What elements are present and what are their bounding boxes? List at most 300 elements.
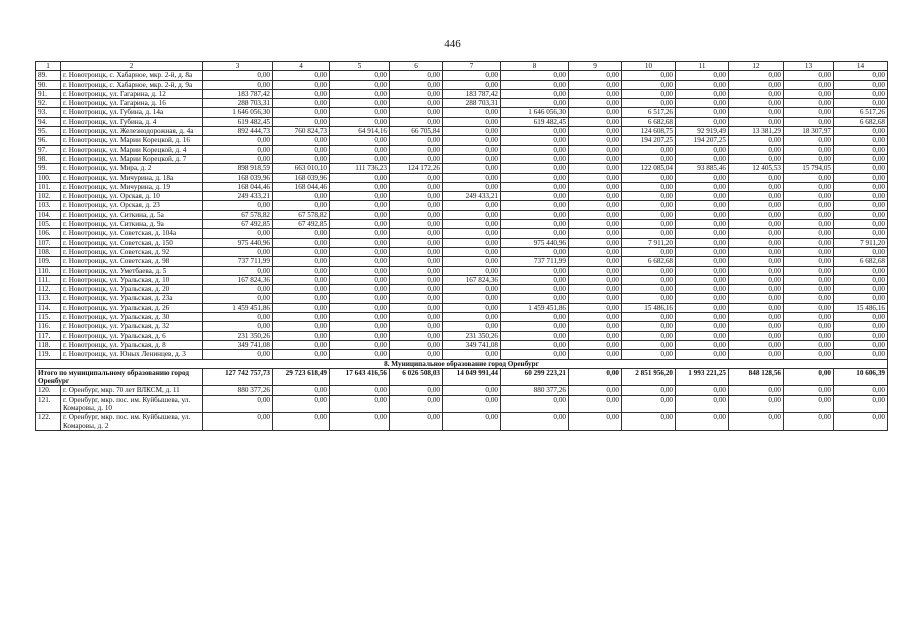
value-cell-col-11: 0,00 xyxy=(676,266,729,275)
table-row xyxy=(36,117,888,126)
value-cell-col-13: 0,00 xyxy=(784,294,834,303)
row-number: 122. xyxy=(36,413,61,431)
value-cell-col-4: 168 039,96 xyxy=(273,173,330,182)
value-cell-col-14: 0,00 xyxy=(834,173,888,182)
value-cell-col-6: 0,00 xyxy=(390,192,443,201)
value-cell-col-7: 0,00 xyxy=(443,154,501,163)
value-cell-col-6: 0,00 xyxy=(390,145,443,154)
value-cell-col-10: 0,00 xyxy=(622,395,676,413)
value-cell-col-5: 0,00 xyxy=(330,201,390,210)
value-cell-col-7: 0,00 xyxy=(443,127,501,136)
value-cell-col-9: 0,00 xyxy=(569,331,622,340)
value-cell-col-10: 0,00 xyxy=(622,192,676,201)
address-cell: г. Оренбург, мкр. пос. им. Куйбышева, ул. Комаровы, д. 2 xyxy=(61,413,203,431)
value-cell-col-8: 0,00 xyxy=(501,210,569,219)
value-cell-col-9: 0,00 xyxy=(569,108,622,117)
value-cell-col-7: 0,00 xyxy=(443,257,501,266)
column-number-4: 4 xyxy=(273,62,330,71)
value-cell-col-6: 0,00 xyxy=(390,350,443,359)
value-cell-col-9: 0,00 xyxy=(569,192,622,201)
value-cell-col-10: 0,00 xyxy=(622,275,676,284)
table-row xyxy=(36,127,888,136)
value-cell-col-5: 64 914,16 xyxy=(330,127,390,136)
value-cell-col-11: 0,00 xyxy=(676,192,729,201)
value-cell-col-9: 0,00 xyxy=(569,145,622,154)
row-number: 98. xyxy=(36,154,61,163)
value-cell-col-5: 0,00 xyxy=(330,71,390,80)
value-cell-col-11: 0,00 xyxy=(676,275,729,284)
value-cell-col-5: 0,00 xyxy=(330,108,390,117)
value-cell-col-14: 0,00 xyxy=(834,340,888,349)
value-cell-col-7: 0,00 xyxy=(443,285,501,294)
address-cell: г. Новотроицк, с. Хабарное, мкр. 2-й, д. 8а xyxy=(61,71,203,80)
value-cell-col-7: 0,00 xyxy=(443,210,501,219)
value-cell-col-14: 0,00 xyxy=(834,322,888,331)
row-number: 106. xyxy=(36,229,61,238)
value-cell-col-10: 0,00 xyxy=(622,313,676,322)
total-value-col-10: 2 851 956,20 xyxy=(622,368,676,386)
value-cell-col-6: 0,00 xyxy=(390,257,443,266)
value-cell-col-14: 0,00 xyxy=(834,210,888,219)
value-cell-col-9: 0,00 xyxy=(569,229,622,238)
value-cell-col-8: 0,00 xyxy=(501,80,569,89)
value-cell-col-5: 0,00 xyxy=(330,89,390,98)
value-cell-col-13: 0,00 xyxy=(784,136,834,145)
total-value-col-5: 17 643 416,56 xyxy=(330,368,390,386)
row-number: 93. xyxy=(36,108,61,117)
value-cell-col-6: 0,00 xyxy=(390,108,443,117)
value-cell-col-14: 0,00 xyxy=(834,413,888,431)
value-cell-col-14: 0,00 xyxy=(834,182,888,191)
value-cell-col-11: 0,00 xyxy=(676,145,729,154)
value-cell-col-8: 0,00 xyxy=(501,266,569,275)
value-cell-col-4: 0,00 xyxy=(273,275,330,284)
value-cell-col-12: 0,00 xyxy=(729,386,784,395)
value-cell-col-7: 0,00 xyxy=(443,201,501,210)
value-cell-col-4: 0,00 xyxy=(273,266,330,275)
value-cell-col-4: 0,00 xyxy=(273,386,330,395)
value-cell-col-6: 0,00 xyxy=(390,71,443,80)
value-cell-col-7: 231 350,26 xyxy=(443,331,501,340)
value-cell-col-9: 0,00 xyxy=(569,285,622,294)
value-cell-col-9: 0,00 xyxy=(569,238,622,247)
value-cell-col-11: 0,00 xyxy=(676,89,729,98)
value-cell-col-6: 0,00 xyxy=(390,154,443,163)
value-cell-col-9: 0,00 xyxy=(569,71,622,80)
value-cell-col-8: 0,00 xyxy=(501,340,569,349)
value-cell-col-8: 0,00 xyxy=(501,136,569,145)
total-value-col-7: 14 049 991,44 xyxy=(443,368,501,386)
value-cell-col-8: 0,00 xyxy=(501,182,569,191)
value-cell-col-3: 892 444,73 xyxy=(203,127,273,136)
value-cell-col-10: 0,00 xyxy=(622,201,676,210)
value-cell-col-4: 0,00 xyxy=(273,145,330,154)
value-cell-col-5: 0,00 xyxy=(330,313,390,322)
address-cell: г. Новотроицк, ул. Орская, д. 10 xyxy=(61,192,203,201)
value-cell-col-12: 0,00 xyxy=(729,108,784,117)
value-cell-col-6: 0,00 xyxy=(390,136,443,145)
value-cell-col-6: 0,00 xyxy=(390,331,443,340)
row-number: 105. xyxy=(36,220,61,229)
value-cell-col-5: 0,00 xyxy=(330,220,390,229)
value-cell-col-8: 0,00 xyxy=(501,71,569,80)
value-cell-col-3: 249 433,21 xyxy=(203,192,273,201)
value-cell-col-12: 0,00 xyxy=(729,238,784,247)
value-cell-col-14: 0,00 xyxy=(834,247,888,256)
address-cell: г. Новотроицк, ул. Орская, д. 23 xyxy=(61,201,203,210)
value-cell-col-12: 13 381,29 xyxy=(729,127,784,136)
value-cell-col-8: 0,00 xyxy=(501,294,569,303)
address-cell: г. Новотроицк, ул. Марии Корецкой, д. 16 xyxy=(61,136,203,145)
value-cell-col-3: 0,00 xyxy=(203,350,273,359)
address-cell: г. Новотроицк, ул. Уральская, д. 26 xyxy=(61,303,203,312)
row-number: 95. xyxy=(36,127,61,136)
value-cell-col-14: 0,00 xyxy=(834,294,888,303)
value-cell-col-8: 0,00 xyxy=(501,331,569,340)
value-cell-col-14: 0,00 xyxy=(834,127,888,136)
value-cell-col-13: 0,00 xyxy=(784,285,834,294)
value-cell-col-12: 0,00 xyxy=(729,331,784,340)
value-cell-col-13: 15 794,05 xyxy=(784,164,834,173)
column-number-7: 7 xyxy=(443,62,501,71)
table-row xyxy=(36,89,888,98)
row-number: 96. xyxy=(36,136,61,145)
row-number: 109. xyxy=(36,257,61,266)
address-cell: г. Новотроицк, ул. Уральская, д. 23а xyxy=(61,294,203,303)
address-cell: г. Новотроицк, ул. Юных Ленинцев, д. 3 xyxy=(61,350,203,359)
value-cell-col-10: 6 517,26 xyxy=(622,108,676,117)
value-cell-col-11: 0,00 xyxy=(676,313,729,322)
value-cell-col-14: 0,00 xyxy=(834,386,888,395)
value-cell-col-13: 0,00 xyxy=(784,275,834,284)
value-cell-col-4: 0,00 xyxy=(273,238,330,247)
table-row xyxy=(36,192,888,201)
value-cell-col-11: 0,00 xyxy=(676,117,729,126)
value-cell-col-13: 0,00 xyxy=(784,350,834,359)
column-number-11: 11 xyxy=(676,62,729,71)
value-cell-col-14: 15 486,16 xyxy=(834,303,888,312)
value-cell-col-7: 0,00 xyxy=(443,313,501,322)
value-cell-col-4: 0,00 xyxy=(273,99,330,108)
value-cell-col-11: 0,00 xyxy=(676,257,729,266)
value-cell-col-7: 0,00 xyxy=(443,80,501,89)
table-row xyxy=(36,313,888,322)
row-number: 91. xyxy=(36,89,61,98)
value-cell-col-6: 0,00 xyxy=(390,386,443,395)
capital-repair-register-table xyxy=(35,61,888,431)
row-number: 94. xyxy=(36,117,61,126)
value-cell-col-10: 0,00 xyxy=(622,210,676,219)
column-number-2: 2 xyxy=(61,62,203,71)
row-number: 99. xyxy=(36,164,61,173)
value-cell-col-8: 880 377,26 xyxy=(501,386,569,395)
table-row xyxy=(36,108,888,117)
value-cell-col-10: 0,00 xyxy=(622,266,676,275)
value-cell-col-11: 194 207,25 xyxy=(676,136,729,145)
table-row xyxy=(36,99,888,108)
value-cell-col-8: 0,00 xyxy=(501,192,569,201)
value-cell-col-5: 0,00 xyxy=(330,322,390,331)
row-number: 115. xyxy=(36,313,61,322)
value-cell-col-4: 0,00 xyxy=(273,136,330,145)
value-cell-col-7: 249 433,21 xyxy=(443,192,501,201)
value-cell-col-7: 0,00 xyxy=(443,164,501,173)
value-cell-col-13: 0,00 xyxy=(784,313,834,322)
value-cell-col-4: 0,00 xyxy=(273,294,330,303)
value-cell-col-3: 0,00 xyxy=(203,136,273,145)
column-number-1: 1 xyxy=(36,62,61,71)
value-cell-col-6: 0,00 xyxy=(390,247,443,256)
value-cell-col-9: 0,00 xyxy=(569,257,622,266)
value-cell-col-13: 0,00 xyxy=(784,266,834,275)
value-cell-col-6: 0,00 xyxy=(390,303,443,312)
value-cell-col-8: 975 440,96 xyxy=(501,238,569,247)
row-number: 121. xyxy=(36,395,61,413)
value-cell-col-10: 0,00 xyxy=(622,182,676,191)
value-cell-col-8: 619 482,45 xyxy=(501,117,569,126)
table-row xyxy=(36,71,888,80)
value-cell-col-6: 0,00 xyxy=(390,182,443,191)
address-cell: г. Новотроицк, ул. Уральская, д. 32 xyxy=(61,322,203,331)
value-cell-col-12: 0,00 xyxy=(729,294,784,303)
value-cell-col-7: 183 787,42 xyxy=(443,89,501,98)
value-cell-col-13: 0,00 xyxy=(784,145,834,154)
value-cell-col-12: 0,00 xyxy=(729,350,784,359)
value-cell-col-6: 0,00 xyxy=(390,340,443,349)
value-cell-col-7: 0,00 xyxy=(443,108,501,117)
address-cell: г. Новотроицк, ул. Уметбаева, д. 5 xyxy=(61,266,203,275)
value-cell-col-8: 0,00 xyxy=(501,285,569,294)
value-cell-col-10: 0,00 xyxy=(622,350,676,359)
value-cell-col-7: 167 824,36 xyxy=(443,275,501,284)
table-body-novotroitsk xyxy=(36,71,888,359)
value-cell-col-13: 0,00 xyxy=(784,413,834,431)
row-number: 116. xyxy=(36,322,61,331)
value-cell-col-3: 898 918,59 xyxy=(203,164,273,173)
table-row xyxy=(36,266,888,275)
value-cell-col-5: 0,00 xyxy=(330,238,390,247)
value-cell-col-13: 0,00 xyxy=(784,395,834,413)
value-cell-col-3: 0,00 xyxy=(203,145,273,154)
value-cell-col-9: 0,00 xyxy=(569,80,622,89)
value-cell-col-11: 0,00 xyxy=(676,340,729,349)
value-cell-col-13: 0,00 xyxy=(784,340,834,349)
value-cell-col-13: 0,00 xyxy=(784,331,834,340)
value-cell-col-10: 0,00 xyxy=(622,386,676,395)
value-cell-col-7: 0,00 xyxy=(443,322,501,331)
value-cell-col-5: 0,00 xyxy=(330,80,390,89)
value-cell-col-9: 0,00 xyxy=(569,340,622,349)
value-cell-col-7: 0,00 xyxy=(443,145,501,154)
value-cell-col-4: 0,00 xyxy=(273,71,330,80)
value-cell-col-6: 0,00 xyxy=(390,117,443,126)
value-cell-col-14: 0,00 xyxy=(834,164,888,173)
value-cell-col-14: 0,00 xyxy=(834,285,888,294)
value-cell-col-11: 0,00 xyxy=(676,350,729,359)
value-cell-col-6: 0,00 xyxy=(390,229,443,238)
value-cell-col-6: 0,00 xyxy=(390,294,443,303)
address-cell: г. Новотроицк, ул. Марии Корецкой, д. 7 xyxy=(61,154,203,163)
address-cell: г. Новотроицк, ул. Советская, д. 92 xyxy=(61,247,203,256)
value-cell-col-7: 0,00 xyxy=(443,173,501,182)
address-cell: г. Новотроицк, ул. Мичурина, д. 18а xyxy=(61,173,203,182)
value-cell-col-12: 0,00 xyxy=(729,80,784,89)
address-cell: г. Новотроицк, ул. Уральская, д. 10 xyxy=(61,275,203,284)
value-cell-col-4: 168 044,46 xyxy=(273,182,330,191)
value-cell-col-11: 0,00 xyxy=(676,220,729,229)
value-cell-col-12: 0,00 xyxy=(729,182,784,191)
value-cell-col-9: 0,00 xyxy=(569,322,622,331)
value-cell-col-11: 0,00 xyxy=(676,108,729,117)
row-number: 100. xyxy=(36,173,61,182)
value-cell-col-3: 0,00 xyxy=(203,266,273,275)
row-number: 90. xyxy=(36,80,61,89)
table-row xyxy=(36,164,888,173)
value-cell-col-10: 124 608,75 xyxy=(622,127,676,136)
value-cell-col-6: 124 172,26 xyxy=(390,164,443,173)
row-number: 97. xyxy=(36,145,61,154)
table-row xyxy=(36,285,888,294)
value-cell-col-12: 0,00 xyxy=(729,313,784,322)
value-cell-col-11: 0,00 xyxy=(676,331,729,340)
value-cell-col-10: 0,00 xyxy=(622,154,676,163)
row-number: 120. xyxy=(36,386,61,395)
value-cell-col-5: 0,00 xyxy=(330,413,390,431)
value-cell-col-12: 0,00 xyxy=(729,247,784,256)
value-cell-col-11: 93 885,46 xyxy=(676,164,729,173)
value-cell-col-11: 0,00 xyxy=(676,210,729,219)
value-cell-col-13: 0,00 xyxy=(784,303,834,312)
value-cell-col-12: 0,00 xyxy=(729,201,784,210)
value-cell-col-3: 0,00 xyxy=(203,80,273,89)
value-cell-col-10: 0,00 xyxy=(622,322,676,331)
value-cell-col-4: 0,00 xyxy=(273,229,330,238)
column-number-header xyxy=(36,62,888,71)
address-cell: г. Новотроицк, ул. Мичурина, д. 19 xyxy=(61,182,203,191)
value-cell-col-3: 167 824,36 xyxy=(203,275,273,284)
value-cell-col-14: 6 517,26 xyxy=(834,108,888,117)
value-cell-col-8: 0,00 xyxy=(501,89,569,98)
value-cell-col-13: 0,00 xyxy=(784,247,834,256)
value-cell-col-11: 0,00 xyxy=(676,247,729,256)
total-value-col-9: 0,00 xyxy=(569,368,622,386)
table-row xyxy=(36,395,888,413)
value-cell-col-7: 0,00 xyxy=(443,71,501,80)
value-cell-col-7: 0,00 xyxy=(443,266,501,275)
value-cell-col-7: 0,00 xyxy=(443,413,501,431)
address-cell: г. Новотроицк, ул. Советская, д. 98 xyxy=(61,257,203,266)
value-cell-col-4: 0,00 xyxy=(273,108,330,117)
value-cell-col-7: 0,00 xyxy=(443,238,501,247)
value-cell-col-12: 0,00 xyxy=(729,192,784,201)
value-cell-col-12: 0,00 xyxy=(729,89,784,98)
value-cell-col-4: 0,00 xyxy=(273,117,330,126)
row-number: 118. xyxy=(36,340,61,349)
value-cell-col-13: 0,00 xyxy=(784,71,834,80)
value-cell-col-6: 0,00 xyxy=(390,201,443,210)
value-cell-col-9: 0,00 xyxy=(569,127,622,136)
value-cell-col-5: 0,00 xyxy=(330,136,390,145)
value-cell-col-4: 0,00 xyxy=(273,413,330,431)
value-cell-col-7: 0,00 xyxy=(443,220,501,229)
address-cell: г. Новотроицк, ул. Уральская, д. 20 xyxy=(61,285,203,294)
table-row xyxy=(36,229,888,238)
column-number-5: 5 xyxy=(330,62,390,71)
value-cell-col-4: 0,00 xyxy=(273,154,330,163)
value-cell-col-6: 0,00 xyxy=(390,322,443,331)
value-cell-col-10: 0,00 xyxy=(622,247,676,256)
section-title: 8. Муниципальное образование город Оренбург xyxy=(36,359,888,368)
table-row xyxy=(36,386,888,395)
value-cell-col-6: 0,00 xyxy=(390,173,443,182)
address-cell: г. Новотроицк, ул. Мира, д. 2 xyxy=(61,164,203,173)
value-cell-col-8: 0,00 xyxy=(501,201,569,210)
value-cell-col-12: 0,00 xyxy=(729,145,784,154)
value-cell-col-10: 122 085,04 xyxy=(622,164,676,173)
row-number: 89. xyxy=(36,71,61,80)
address-cell: г. Оренбург, мкр. 70 лет ВЛКСМ, д. 11 xyxy=(61,386,203,395)
value-cell-col-10: 0,00 xyxy=(622,340,676,349)
value-cell-col-8: 0,00 xyxy=(501,127,569,136)
value-cell-col-5: 0,00 xyxy=(330,99,390,108)
value-cell-col-5: 0,00 xyxy=(330,182,390,191)
row-number: 114. xyxy=(36,303,61,312)
total-value-col-12: 848 128,56 xyxy=(729,368,784,386)
value-cell-col-13: 0,00 xyxy=(784,210,834,219)
value-cell-col-12: 0,00 xyxy=(729,220,784,229)
value-cell-col-5: 0,00 xyxy=(330,210,390,219)
value-cell-col-7: 349 741,08 xyxy=(443,340,501,349)
value-cell-col-13: 0,00 xyxy=(784,192,834,201)
value-cell-col-13: 0,00 xyxy=(784,89,834,98)
value-cell-col-9: 0,00 xyxy=(569,313,622,322)
value-cell-col-12: 0,00 xyxy=(729,229,784,238)
value-cell-col-9: 0,00 xyxy=(569,164,622,173)
value-cell-col-7: 0,00 xyxy=(443,294,501,303)
value-cell-col-6: 0,00 xyxy=(390,275,443,284)
column-number-13: 13 xyxy=(784,62,834,71)
total-row xyxy=(36,368,888,386)
value-cell-col-11: 0,00 xyxy=(676,154,729,163)
table-row xyxy=(36,413,888,431)
value-cell-col-8: 0,00 xyxy=(501,173,569,182)
value-cell-col-6: 0,00 xyxy=(390,210,443,219)
row-number: 110. xyxy=(36,266,61,275)
total-value-col-11: 1 993 221,25 xyxy=(676,368,729,386)
value-cell-col-10: 0,00 xyxy=(622,331,676,340)
value-cell-col-4: 0,00 xyxy=(273,350,330,359)
value-cell-col-9: 0,00 xyxy=(569,182,622,191)
value-cell-col-14: 0,00 xyxy=(834,350,888,359)
value-cell-col-13: 0,00 xyxy=(784,322,834,331)
row-number: 101. xyxy=(36,182,61,191)
value-cell-col-4: 0,00 xyxy=(273,313,330,322)
value-cell-col-8: 0,00 xyxy=(501,322,569,331)
value-cell-col-13: 18 307,97 xyxy=(784,127,834,136)
value-cell-col-6: 0,00 xyxy=(390,395,443,413)
table-row xyxy=(36,238,888,247)
value-cell-col-4: 67 492,85 xyxy=(273,220,330,229)
value-cell-col-3: 737 711,99 xyxy=(203,257,273,266)
value-cell-col-9: 0,00 xyxy=(569,247,622,256)
address-cell: г. Новотроицк, ул. Губина, д. 4 xyxy=(61,117,203,126)
table-row xyxy=(36,145,888,154)
value-cell-col-13: 0,00 xyxy=(784,117,834,126)
row-number: 112. xyxy=(36,285,61,294)
value-cell-col-11: 0,00 xyxy=(676,294,729,303)
value-cell-col-3: 0,00 xyxy=(203,294,273,303)
value-cell-col-11: 0,00 xyxy=(676,229,729,238)
